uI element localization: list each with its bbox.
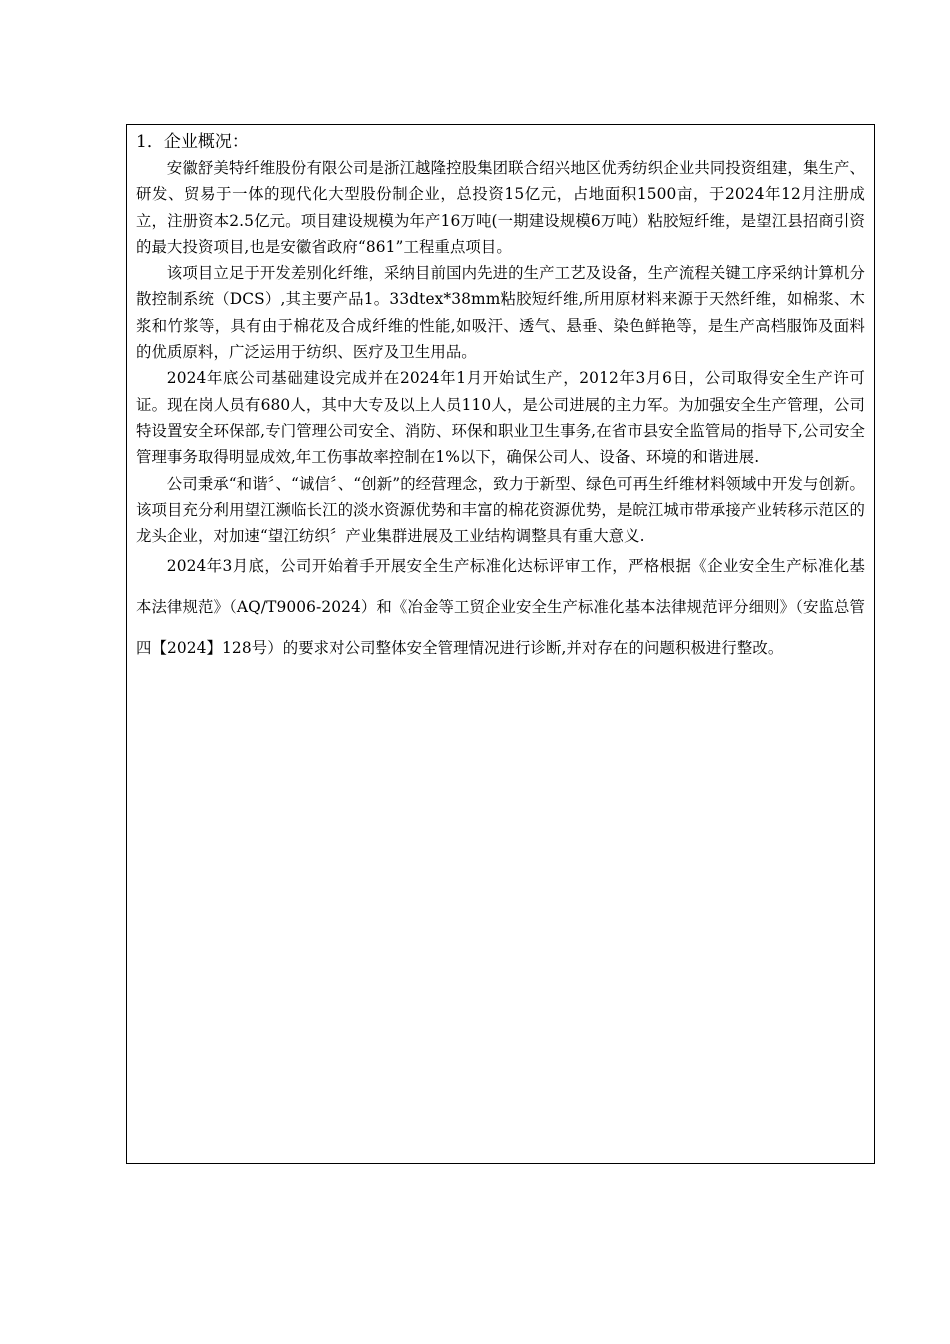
- paragraph-safety-management: 2024年底公司基础建设完成并在2024年1月开始试生产，2012年3月6日，公司取得安全生产许可证。现在岗人员有680人，其中大专及以上人员110人，是公司进展的主力军。为加强安全生产管理，公司特设置安全环保部,专门管理公司安全、消防、环保和职业卫生事务,在省市县安全监管局的指导下,公司安全管理事务取得明显成效,年工伤事故率控制在1%以下，确保公司人、设备、环境的和谐进展.: [136, 369, 865, 467]
- paragraph-standardization-work: 2024年3月底，公司开始着手开展安全生产标准化达标评审工作，严格根据《企业安全生产标准化基本法律规范》（AQ/T9006-2024）和《冶金等工贸企业安全生产标准化基本法律规范评分细则》（安监总管四【2024】128号）的要求对公司整体安全管理情况进行诊断,并对存在的问题积极进行整改。: [136, 557, 865, 658]
- paragraph-project-products: 该项目立足于开发差别化纤维，采纳目前国内先进的生产工艺及设备，生产流程关键工序采纳计算机分散控制系统（DCS）,其主要产品1。33dtex*38mm粘胶短纤维,所用原材料来源于天然纤维，如棉浆、木浆和竹浆等，具有由于棉花及合成纤维的性能,如吸汗、透气、悬垂、染色鲜艳等，是生产高档服饰及面料的优质原料，广泛运用于纺织、医疗及卫生用品。: [136, 264, 865, 362]
- paragraph-company-intro: 安徽舒美特纤维股份有限公司是浙江越隆控股集团联合绍兴地区优秀纺织企业共同投资组建，集生产、研发、贸易于一体的现代化大型股份制企业，总投资15亿元，占地面积1500亩，于2024年12月注册成立，注册资本2.5亿元。项目建设规模为年产16万吨(一期建设规模6万吨）粘胶短纤维，是望江县招商引资的最大投资项目,也是安徽省政府“861”工程重点项目。: [136, 159, 865, 256]
- document-frame: [126, 124, 875, 1164]
- paragraph-business-philosophy: 公司秉承“和谐〞、“诚信〞、“创新”的经营理念，致力于新型、绿色可再生纤维材料领域中开发与创新。该项目充分利用望江濒临长江的淡水资源优势和丰富的棉花资源优势，是皖江城市带承接产业转移示范区的龙头企业，对加速“望江纺织〞产业集群进展及工业结构调整具有重大意义.: [136, 474, 865, 546]
- section-heading: 1．企业概况：: [136, 132, 249, 152]
